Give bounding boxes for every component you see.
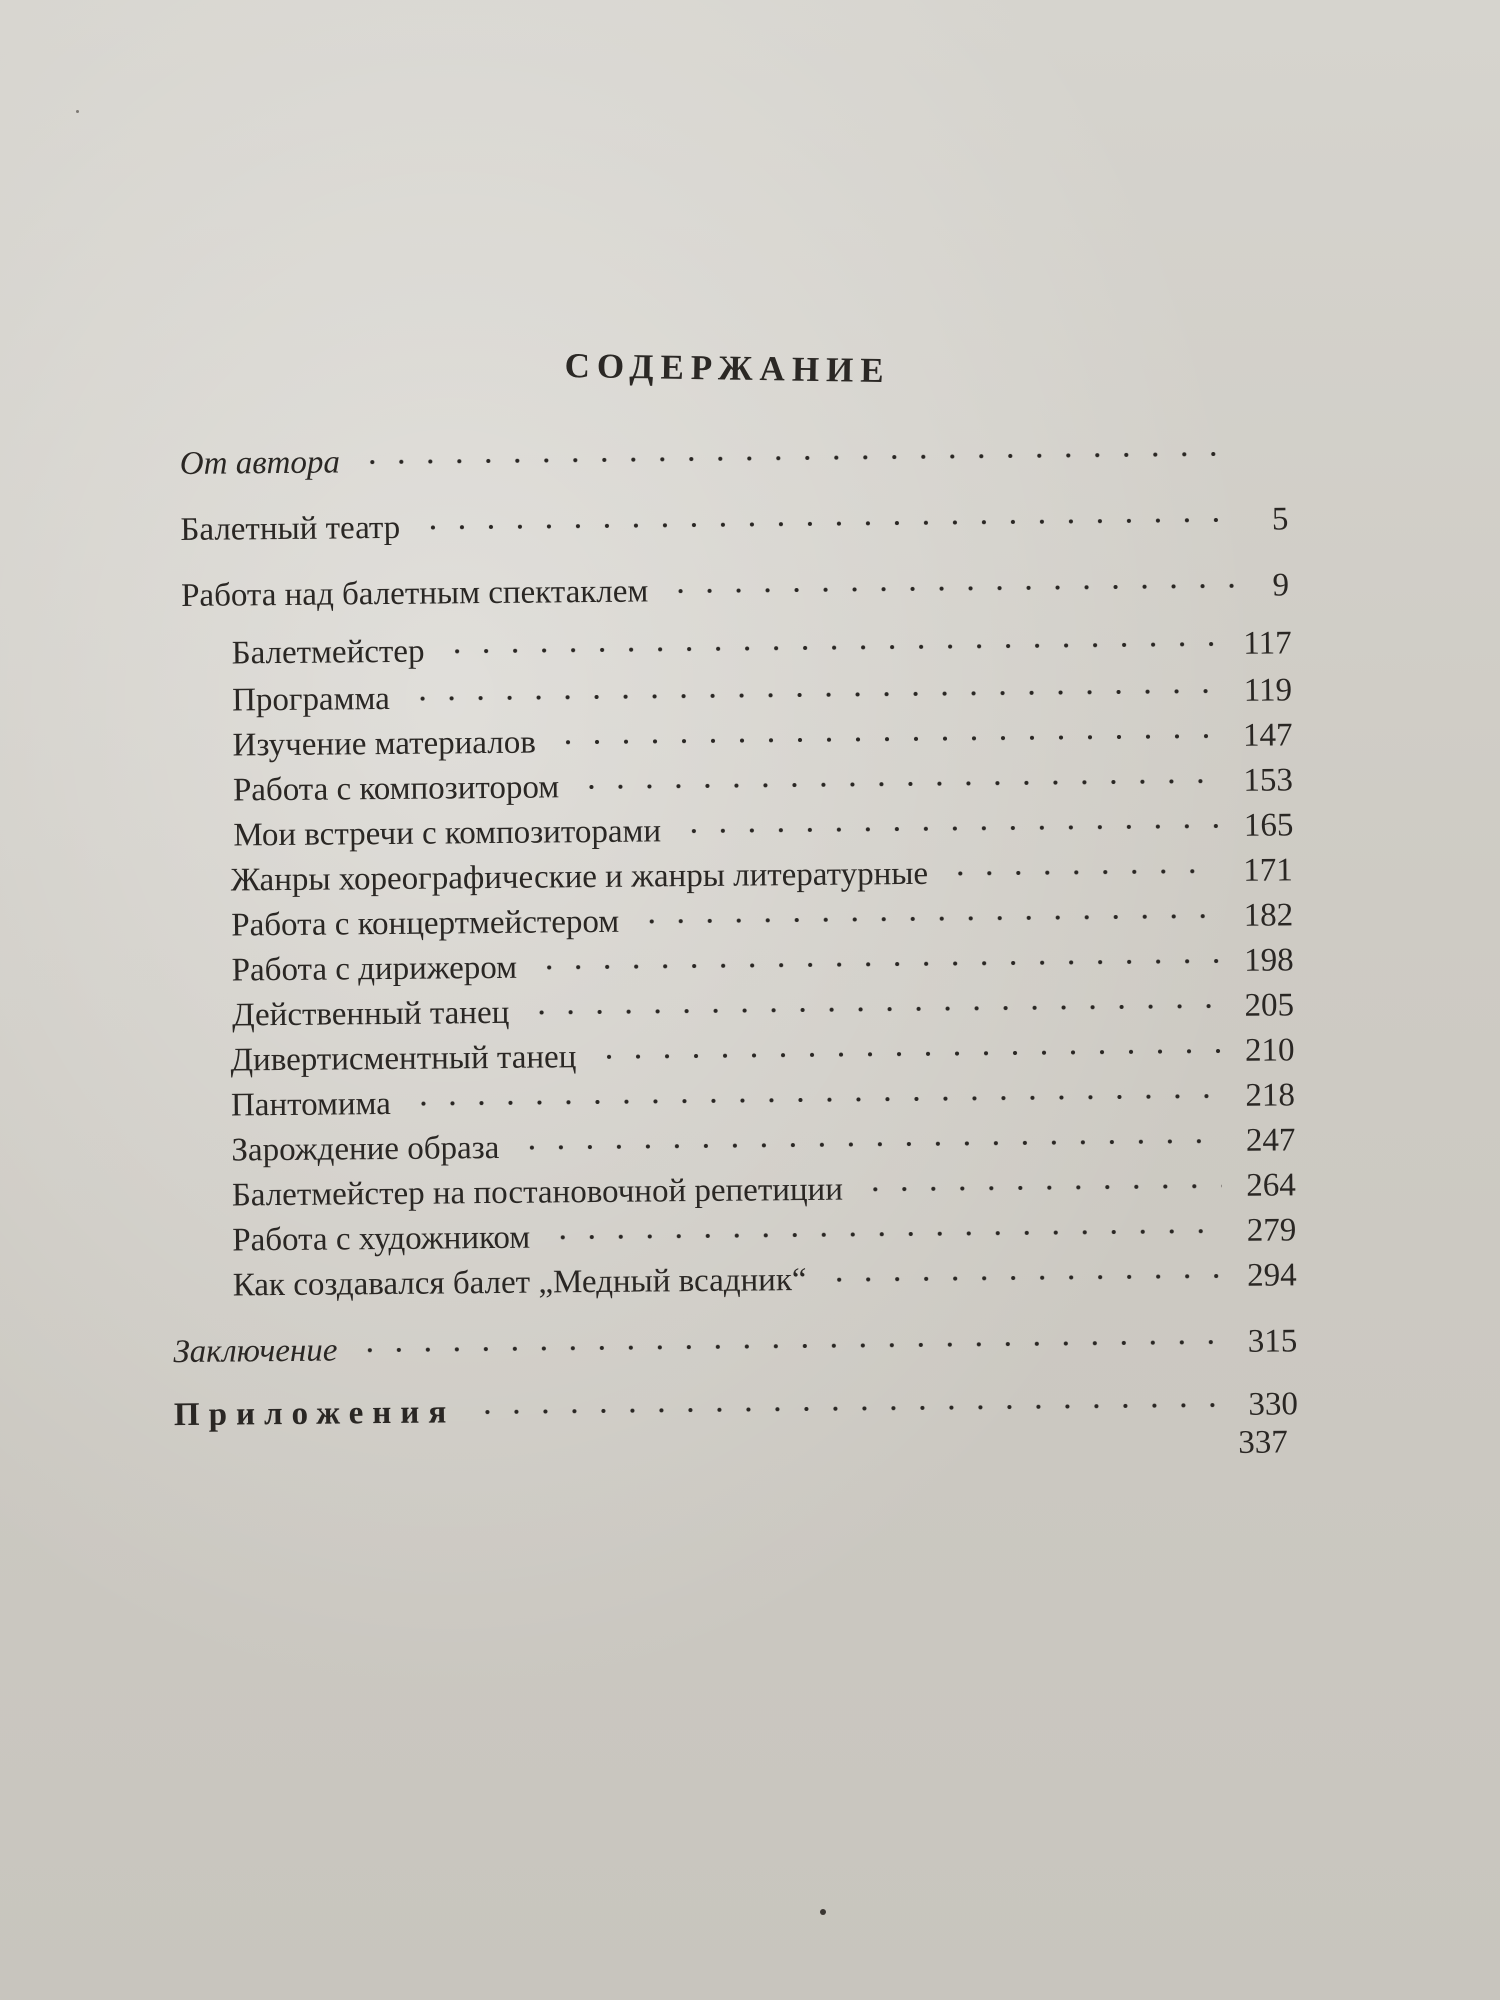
dot-leader	[517, 1111, 1221, 1158]
toc-entry-label: Работа с композитором	[232, 769, 560, 809]
toc-entry	[231, 613, 1292, 672]
toc-entry-label: Как создавался балет „Медный всадник“	[232, 1261, 807, 1304]
page-dot-mark	[820, 1909, 826, 1915]
dot-leader	[679, 796, 1220, 841]
toc-entry-label: Изучение материалов	[232, 724, 537, 764]
toc-entry-label: Балетный театр	[180, 509, 401, 548]
toc-entry-page: 218	[1245, 1077, 1296, 1114]
dot-leader	[358, 424, 1226, 472]
toc-entry-page: 9	[1272, 567, 1290, 604]
toc-entry	[180, 489, 1289, 548]
toc-entry-label: Работа с концертмейстером	[231, 903, 620, 944]
toc-entry-label: Приложения	[173, 1394, 456, 1434]
toc-entry-label: Работа с дирижером	[231, 949, 518, 989]
dot-leader	[666, 556, 1239, 601]
dot-leader	[594, 1021, 1221, 1067]
toc-entry-label: Пантомима	[230, 1085, 392, 1124]
dot-leader	[355, 1312, 1223, 1360]
toc-entry-label: Балетмейстер	[231, 633, 425, 672]
toc-entry-page: 165	[1243, 807, 1294, 844]
dot-leader	[861, 1156, 1222, 1199]
dot-leader	[554, 706, 1219, 752]
dot-leader	[946, 841, 1219, 884]
toc-entry-page: 247	[1245, 1122, 1296, 1159]
toc-entry-label: Балетмейстер на постановочной репетиции	[231, 1171, 844, 1214]
page-title: СОДЕРЖАНИЕ	[564, 346, 891, 391]
toc-entry-page: 210	[1244, 1032, 1295, 1069]
toc-entry-page: 315	[1247, 1323, 1298, 1360]
toc-entry-label: Работа с художником	[232, 1219, 531, 1259]
toc-entry-page: 5	[1271, 501, 1289, 538]
toc-entry-label: Программа	[231, 680, 390, 719]
dot-leader	[527, 976, 1220, 1023]
dot-leader	[408, 661, 1219, 709]
toc-entry-page: 171	[1243, 852, 1293, 889]
toc-entry	[232, 705, 1293, 764]
dot-leader	[577, 751, 1219, 797]
dot-leader	[473, 1375, 1224, 1422]
toc-entry-page: 117	[1243, 625, 1292, 662]
dot-leader	[824, 1246, 1223, 1290]
toc-entry-label: От автора	[179, 444, 341, 482]
dot-leader	[548, 1201, 1223, 1247]
toc-entry-page: 182	[1243, 897, 1294, 934]
toc-entry-label: Дивертисментный танец	[230, 1039, 577, 1079]
toc-entry-label: Заключение	[173, 1332, 338, 1371]
toc-entry	[179, 423, 1280, 482]
dot-leader	[535, 931, 1220, 978]
toc-entry-label: Действенный танец	[231, 994, 510, 1034]
toc-entry	[173, 1311, 1298, 1371]
toc-entry-page: 205	[1244, 987, 1295, 1024]
toc-entry-page: 330	[1248, 1386, 1299, 1423]
toc-entry-label: Мои встречи с композиторами	[233, 813, 662, 854]
toc-entry-label: Жанры хореографические и жанры литературные	[230, 855, 929, 899]
dot-leader	[637, 886, 1219, 932]
toc-entry-label: Зарождение образа	[231, 1129, 500, 1169]
toc-entry-label: Работа над балетным спектаклем	[180, 573, 649, 614]
toc-entry	[180, 555, 1290, 614]
dot-leader	[442, 614, 1218, 661]
toc-entry-page: 264	[1246, 1167, 1296, 1204]
toc-entry-page: 147	[1242, 717, 1293, 754]
trailing-page-number: 337	[1238, 1424, 1288, 1461]
toc-entry-page: 294	[1246, 1257, 1297, 1294]
dot-leader	[409, 1066, 1222, 1114]
toc-entry-page: 279	[1246, 1212, 1297, 1249]
toc-entry-page: 153	[1243, 762, 1294, 799]
toc-entry	[173, 1374, 1299, 1434]
toc-entry-page: 119	[1243, 672, 1293, 709]
dot-leader	[418, 490, 1239, 538]
toc-entry-page: 198	[1243, 942, 1294, 979]
